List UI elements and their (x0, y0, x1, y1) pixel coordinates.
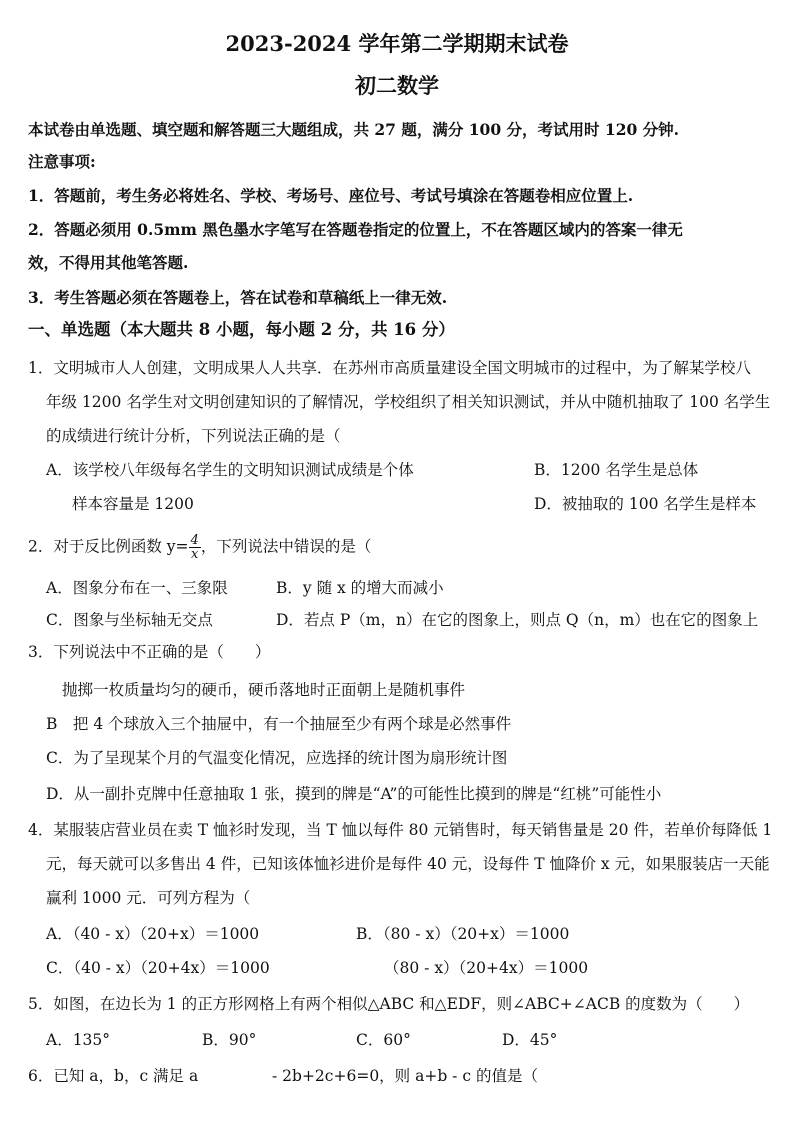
q6-stem-end: - 2b+2c+6=0，则 a+b - c 的值是（ (272, 1067, 538, 1085)
intro-line: 本试卷由单选题、填空题和解答题三大题组成，共 27 题，满分 100 分，考试用时 120 分钟. (28, 120, 680, 139)
q4-option-d: （80 - x）（20+4x）＝1000 (384, 959, 589, 977)
q2-stem-end: ，下列说法中错误的是（ (200, 537, 372, 556)
q3-option-c: C．为了呈现某个月的气温变化情况，应选择的统计图为扇形统计图 (46, 749, 508, 767)
q1-line-1: 1．文明城市人人创建，文明成果人人共享．在苏州市高质量建设全国文明城市的过程中，为了解某学校八 (28, 359, 751, 377)
q1-line-2: 年级 1200 名学生对文明创建知识的了解情况，学校组织了相关知识测试，并从中随机抽取了 100 名学生 (46, 393, 771, 411)
q4-line-1: 4．某服装店营业员在卖 T 恤衫时发现，当 T 恤以每件 80 元销售时，每天销售量是 20 件，若单价每降低 1 (28, 821, 773, 839)
rule-2-line-1: 2．答题必须用 0.5mm 黑色墨水字笔写在答题卷指定的位置上，不在答题区域内的答案一律无 (28, 220, 683, 239)
rule-3: 3．考生答题必须在答题卷上，答在试卷和草稿纸上一律无效. (28, 288, 448, 307)
q4-line-3: 赢利 1000 元．可列方程为（ (46, 889, 251, 907)
q2-stem-start: 2．对于反比例函数 y= (28, 537, 189, 556)
q1-option-b: B．1200 名学生是总体 (534, 461, 699, 479)
q3-option-d: D．从一副扑克牌中任意抽取 1 张，摸到的牌是“A”的可能性比摸到的牌是“红桃”可能性小 (46, 785, 662, 803)
q3-stem: 3．下列说法中不正确的是（ ） (28, 643, 271, 661)
fraction-numerator: 4 (190, 533, 199, 548)
fraction-denominator: x (191, 547, 199, 562)
q2-option-c: C．图象与坐标轴无交点 (46, 611, 213, 629)
q6-stem-start: 6．已知 a，b，c 满足 a (28, 1067, 199, 1085)
q5-option-b: B．90° (202, 1031, 257, 1049)
exam-title: 2023-2024 学年第二学期期末试卷 (225, 31, 569, 56)
q4-option-c: C．（40 - x）（20+4x）＝1000 (46, 959, 270, 977)
rule-1: 1．答题前，考生务必将姓名、学校、考场号、座位号、考试号填涂在答题卷相应位置上. (28, 186, 634, 205)
q3-option-b: B 把 4 个球放入三个抽屉中，有一个抽屉至少有两个球是必然事件 (46, 715, 512, 733)
q5-option-c: C．60° (356, 1031, 411, 1049)
q4-option-a: A．（40 - x）（20+x）＝1000 (46, 925, 260, 943)
q1-line-3: 的成绩进行统计分析，下列说法正确的是（ (46, 427, 341, 445)
q1-option-a: A．该学校八年级每名学生的文明知识测试成绩是个体 (46, 461, 414, 479)
q1-option-d: D．被抽取的 100 名学生是样本 (534, 495, 757, 513)
q5-option-d: D．45° (502, 1031, 558, 1049)
fraction-4-over-x (189, 534, 201, 561)
q1-option-c: 样本容量是 1200 (72, 495, 194, 513)
section-heading: 一、单选题（本大题共 8 小题，每小题 2 分，共 16 分） (28, 320, 455, 339)
q3-option-a: 抛掷一枚质量均匀的硬币，硬币落地时正面朝上是随机事件 (62, 681, 466, 699)
rule-2-line-2: 效，不得用其他笔答题. (28, 253, 189, 272)
q2-stem (28, 534, 371, 561)
q5-stem: 5．如图，在边长为 1 的正方形网格上有两个相似△ABC 和△EDF，则∠ABC+∠ACB 的度数为（ ） (28, 995, 750, 1013)
q2-option-a: A．图象分布在一、三象限 (46, 579, 228, 597)
exam-subject: 初二数学 (355, 73, 439, 98)
q5-option-a: A．135° (46, 1031, 111, 1049)
notice-heading: 注意事项: (28, 152, 96, 171)
q4-option-b: B．（80 - x）（20+x）＝1000 (356, 925, 570, 943)
q2-option-b: B．y 随 x 的增大而减小 (276, 579, 444, 597)
q2-option-d: D．若点 P（m，n）在它的图象上，则点 Q（n，m）也在它的图象上 (276, 611, 759, 629)
q4-line-2: 元，每天就可以多售出 4 件，已知该体恤衫进价是每件 40 元，设每件 T 恤降价 x 元，如果服装店一天能 (46, 855, 770, 873)
